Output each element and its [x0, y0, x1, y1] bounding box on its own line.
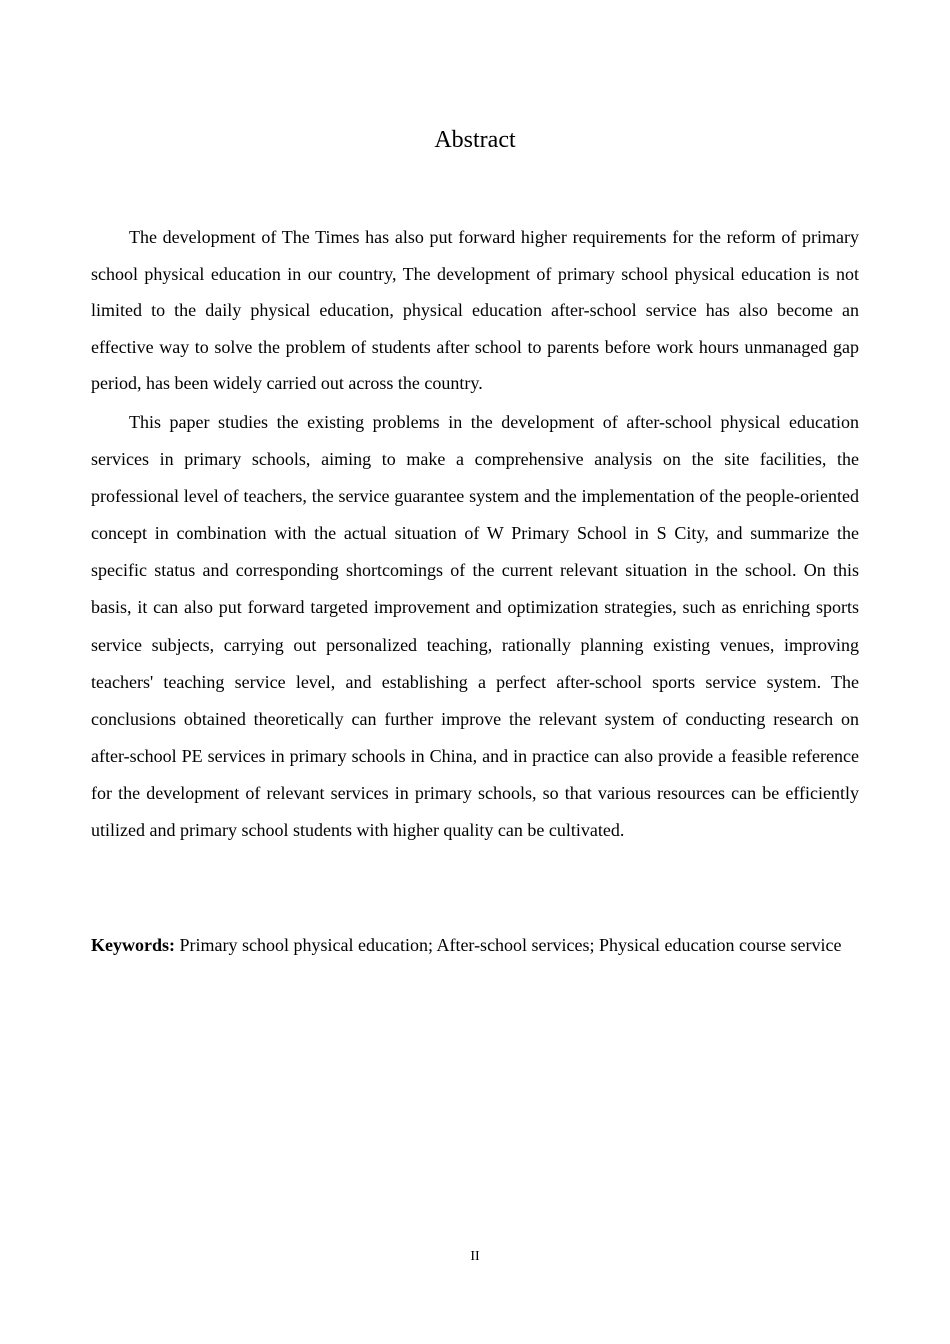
- keywords-label: Keywords:: [91, 935, 175, 955]
- abstract-paragraph-2: This paper studies the existing problems in the development of after-school physical education services in primary schools, aiming to make a comprehensive analysis on the site facilities, the professional level of teachers, the service guarantee system and the implementation of the people-oriented concept in combination with the actual situation of W Primary School in S City, and summarize the specific status and corresponding shortcomings of the current relevant situation in the school. On this basis, it can also put forward targeted improvement and optimization strategies, such as enriching sports service subjects, carrying out personalized teaching, rationally planning existing venues, improving teachers' teaching service level, and establishing a perfect after-school sports service system. The conclusions obtained theoretically can further improve the relevant system of conducting research on after-school PE services in primary schools in China, and in practice can also provide a feasible reference for the development of relevant services in primary schools, so that various resources can be efficiently utilized and primary school students with higher quality can be cultivated.: [91, 411, 859, 840]
- keywords-line: [91, 928, 859, 963]
- abstract-body: [91, 219, 859, 849]
- abstract-paragraph-1: The development of The Times has also put forward higher requirements for the reform of primary school physical education in our country, The development of primary school physical education is not limited to the daily physical education, physical education after-school service has also become an effective way to solve the problem of students after school to parents before work hours unmanaged gap period, has been widely carried out across the country.: [91, 227, 859, 394]
- keywords-text: Primary school physical education; After-school services; Physical education course service: [179, 935, 842, 955]
- abstract-heading: Abstract: [434, 127, 516, 153]
- page-number: II: [470, 1249, 480, 1264]
